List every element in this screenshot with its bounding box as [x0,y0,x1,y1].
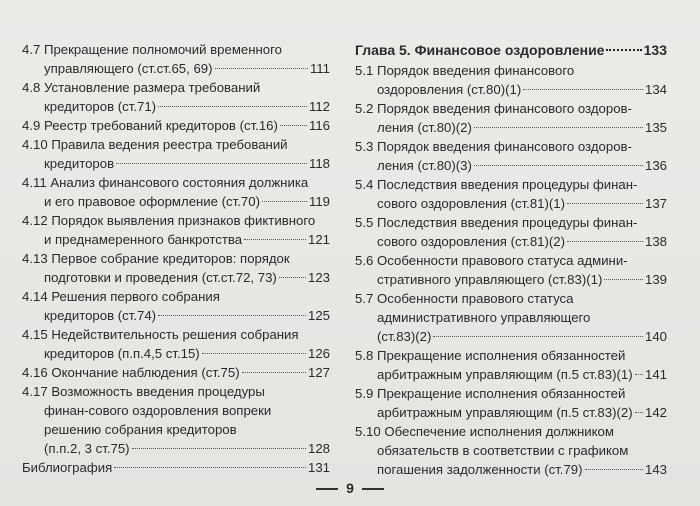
toc-entry-line: 4.14 Решения первого собрания [22,289,220,304]
toc-entry-text: арбитражным управляющим (п.5 ст.83)(1) [377,367,633,382]
leader-dots [158,315,306,316]
toc-entry-lastline [22,97,330,116]
toc-entry-line: 5.6 Особенности правового статуса админи- [355,253,628,268]
toc-page-number: 118 [308,156,330,171]
leader-dots [635,412,643,413]
toc-page-number: 139 [644,272,667,287]
toc-entry [22,211,330,249]
toc-entry-line: 5.2 Порядок введения финансового оздоров- [355,101,632,116]
toc-entry-lastline [355,156,667,175]
toc-page-number: 137 [644,196,667,211]
leader-dots [604,279,643,280]
toc-entry-line: решению собрания кредиторов [44,422,237,437]
toc-page-number: 116 [308,118,330,133]
chapter-heading [355,40,667,60]
toc-page-number: 112 [308,99,330,114]
toc-entry-line: 4.17 Возможность введения процедуры [22,384,265,399]
toc-entry-lastline [355,270,667,289]
toc-entry-lastline [22,344,330,363]
toc-entry-line: обязательств в соответствии с графиком [377,443,629,458]
toc-entry-lastline [355,80,667,99]
toc-entry [355,213,667,251]
toc-page-number: 140 [644,329,667,344]
toc-entry-line: 5.8 Прекращение исполнения обязанностей [355,348,626,363]
leader-dots [523,89,643,90]
page-footer [0,480,700,496]
toc-entry-text: (п.п.2, 3 ст.75) [44,441,130,456]
toc-entry-lastline [22,268,330,287]
toc-entry-line: 4.7 Прекращение полномочий временного [22,42,282,57]
toc-entry-text: и его правовое оформление (ст.70) [44,194,260,209]
toc-entry-line: 4.8 Установление размера требований [22,80,261,95]
toc-entry [22,78,330,116]
leader-dots [635,374,643,375]
leader-dots [116,163,307,164]
toc-page-number: 135 [644,120,667,135]
toc-entry-lastline [22,458,330,477]
toc-entry-text: кредиторов (ст.74) [44,308,157,323]
toc-entry-lastline [355,194,667,213]
toc-page-number: 138 [644,234,667,249]
toc-entry-lastline [355,232,667,251]
toc-entry [22,249,330,287]
toc-entry-line: 4.15 Недействительность решения собрания [22,327,299,342]
toc-entry-lastline [22,230,330,249]
toc-entry-text: сового оздоровления (ст.81)(2) [377,234,566,249]
toc-entry-text: 4.16 Окончание наблюдения (ст.75) [22,365,240,380]
toc-entry-line: 4.12 Порядок выявления признаков фиктивного [22,213,316,228]
toc-entry-lastline [355,118,667,137]
toc-page-number: 119 [308,194,330,209]
toc-entry-lastline [22,363,330,382]
leader-dots [567,203,643,204]
toc-entry-text: 4.9 Реестр требований кредиторов (ст.16) [22,118,278,133]
toc-entry-text: ления (ст.80)(3) [377,158,472,173]
toc-page-number: 111 [309,61,330,76]
toc-entry-text: арбитражным управляющим (п.5 ст.83)(2) [377,405,633,420]
chapter-title: Глава 5. Финансовое оздоровление [355,42,605,58]
toc-page-number: 127 [307,365,330,380]
leader-dots [280,125,307,126]
toc-entry-line: административного управляющего [377,310,591,325]
toc-left-column [22,40,330,477]
toc-page-number: 126 [307,346,330,361]
toc-entry [355,422,667,479]
toc-entry [355,175,667,213]
toc-entry-text: Библиография [22,460,113,475]
toc-entry [22,458,330,477]
leader-dots [433,336,643,337]
toc-page-number: 143 [644,462,667,477]
toc-entry-lastline [22,116,330,135]
leader-dots [474,165,643,166]
toc-page-number: 134 [644,82,667,97]
toc-entry-line: 5.9 Прекращение исполнения обязанностей [355,386,626,401]
toc-entry [355,137,667,175]
toc-entry [355,61,667,99]
toc-entry [355,346,667,384]
leader-dots [585,469,643,470]
leader-dots [242,372,306,373]
toc-right-column [355,40,667,479]
footer-dash-left [316,488,338,490]
toc-entry-text: погашения задолженности (ст.79) [377,462,583,477]
toc-entry-text: и преднамеренного банкротства [44,232,243,247]
toc-entry-lastline [22,154,330,173]
toc-entry [355,251,667,289]
toc-entry [22,135,330,173]
toc-entry [355,384,667,422]
toc-entry [22,40,330,78]
toc-entry-lastline [355,327,667,346]
toc-entry-text: стративного управляющего (ст.83)(1) [377,272,603,287]
toc-entry-text: управляющего (ст.ст.65, 69) [44,61,213,76]
toc-entry [22,382,330,458]
toc-entry-line: 5.5 Последствия введения процедуры финан- [355,215,638,230]
toc-page-number: 125 [307,308,330,323]
leader-dots [262,201,307,202]
leader-dots [215,68,308,69]
toc-right-entries [355,61,667,479]
page-number: 9 [346,480,354,496]
toc-entry [22,363,330,382]
leader-dots [202,353,306,354]
toc-page-number: 131 [307,460,330,475]
toc-entry-line: 4.13 Первое собрание кредиторов: порядок [22,251,290,266]
toc-entry [22,325,330,363]
toc-entry-text: ления (ст.80)(2) [377,120,472,135]
toc-entry-text: (ст.83)(2) [377,329,432,344]
leader-dots [114,467,306,468]
toc-entry-text: оздоровления (ст.80)(1) [377,82,522,97]
toc-entry-line: финан-сового оздоровления вопреки [44,403,272,418]
leader-dots [158,106,307,107]
toc-entry-text: кредиторов (п.п.4,5 ст.15) [44,346,200,361]
leader-dots [567,241,643,242]
leader-dots [279,277,306,278]
toc-entry-lastline [22,59,330,78]
leader-dots [606,49,641,51]
toc-entry-line: 5.3 Порядок введения финансового оздоров- [355,139,632,154]
footer-dash-right [362,488,384,490]
toc-entry-lastline [22,439,330,458]
toc-entry [22,116,330,135]
toc-entry-line: 5.4 Последствия введения процедуры финан- [355,177,638,192]
toc-page-number: 128 [307,441,330,456]
toc-entry-text: сового оздоровления (ст.81)(1) [377,196,566,211]
toc-entry [355,289,667,346]
toc-entry-line: 4.10 Правила ведения реестра требований [22,137,288,152]
toc-page-number: 136 [644,158,667,173]
toc-page-number: 123 [307,270,330,285]
chapter-page-number: 133 [643,42,667,58]
toc-entry-lastline [22,192,330,211]
toc-page-number: 142 [644,405,667,420]
toc-entry-lastline [355,460,667,479]
toc-entry-line: 5.7 Особенности правового статуса [355,291,574,306]
toc-entry-lastline [355,365,667,384]
toc-page-number: 141 [644,367,667,382]
toc-entry [22,173,330,211]
toc-entry-lastline [355,403,667,422]
toc-entry-text: подготовки и проведения (ст.ст.72, 73) [44,270,277,285]
toc-entry [22,287,330,325]
leader-dots [474,127,643,128]
toc-page-number: 121 [307,232,330,247]
toc-entry-line: 4.11 Анализ финансового состояния должника [22,175,309,190]
leader-dots [244,239,306,240]
toc-entry-line: 5.1 Порядок введения финансового [355,63,575,78]
toc-entry-text: кредиторов (ст.71) [44,99,157,114]
leader-dots [132,448,306,449]
toc-entry-text: кредиторов [44,156,115,171]
toc-entry [355,99,667,137]
toc-entry-line: 5.10 Обеспечение исполнения должником [355,424,614,439]
toc-entry-lastline [22,306,330,325]
